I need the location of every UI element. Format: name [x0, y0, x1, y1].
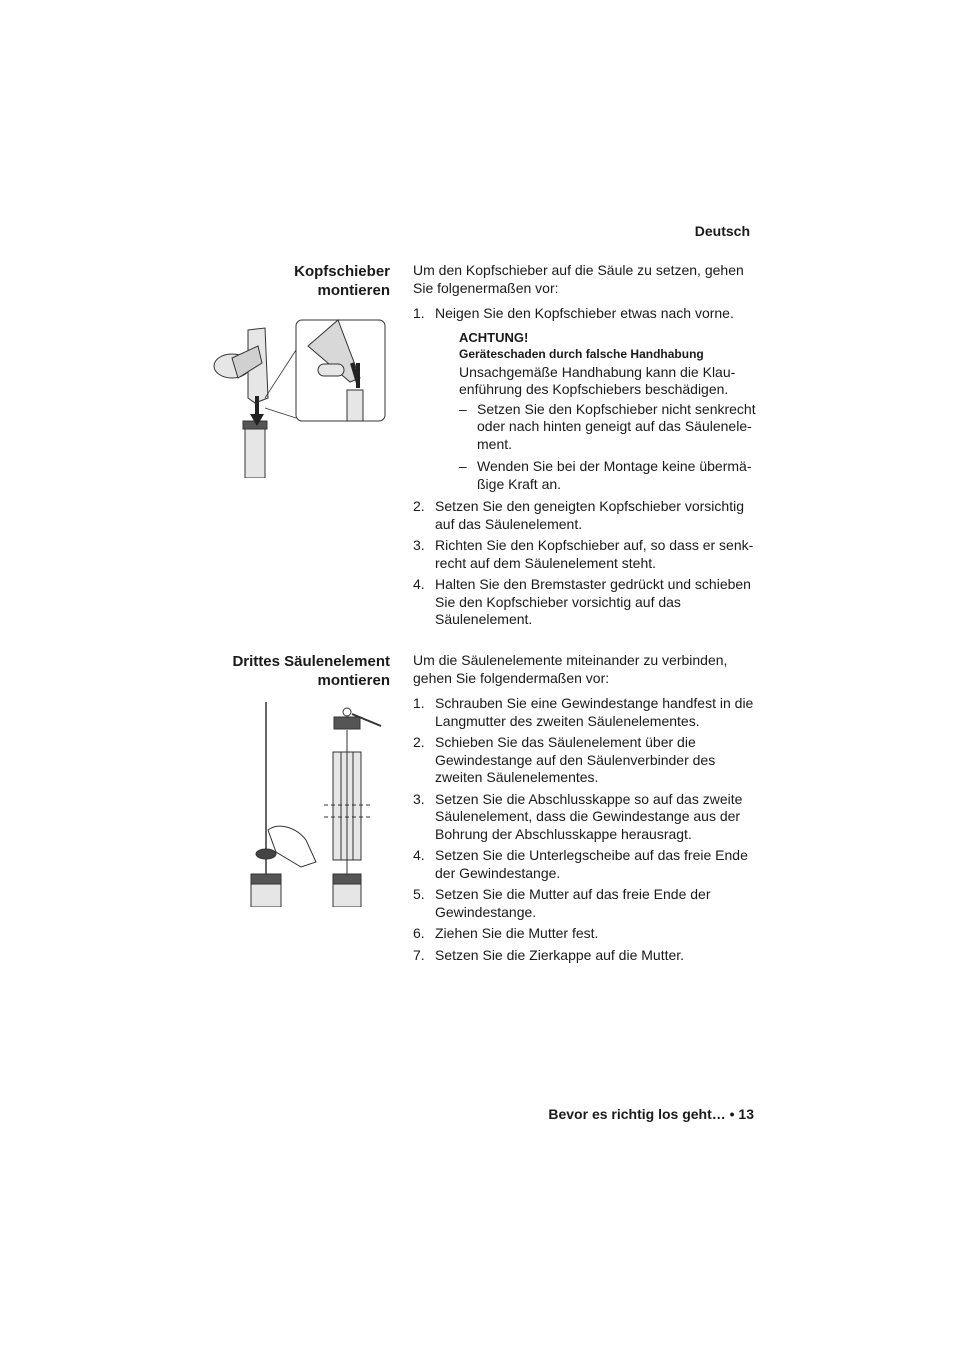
list-item	[413, 886, 758, 921]
step-number: 7.	[413, 946, 425, 963]
step-text: Setzen Sie die Abschlusskappe so auf das zweite Säulenelement, dass die Gewindestange aus der Bohrung der Abschlusskappe herausragt.	[435, 790, 743, 842]
list-item: – Wenden Sie bei der Montage keine übermäßige Kraft an.	[459, 458, 758, 493]
step-text: Setzen Sie die Unterlegscheibe auf das freie Ende der Gewindestange.	[435, 847, 748, 881]
step-text: Ziehen Sie die Mutter fest.	[435, 925, 599, 941]
warning-box	[459, 329, 758, 494]
heading-line: montieren	[317, 672, 390, 689]
list-item	[413, 847, 758, 882]
section-heading-kopfschieber	[294, 262, 390, 300]
step-number: 1.	[413, 695, 425, 711]
intro-text: Um den Kopfschieber auf die Säule zu setzen, gehen Sie folgenermaßen vor:	[413, 262, 744, 296]
list-item	[413, 925, 758, 943]
page-footer: Bevor es richtig los geht… • 13	[548, 1106, 754, 1122]
step-text: Schieben Sie das Säulenelement über die Gewindestange auf den Säulenverbinder des zweiten Säulenelementes.	[435, 734, 716, 785]
intro-text: Um die Säulenelemente miteinander zu verbinden, gehen Sie folgendermaßen vor:	[413, 652, 728, 686]
step-number: 5.	[413, 886, 425, 902]
step-number: 4.	[413, 847, 425, 863]
step-number: 4.	[413, 576, 425, 592]
step-text: Setzen Sie die Mutter auf das freie Ende der Gewindestange.	[435, 886, 711, 920]
steps-list	[413, 305, 758, 323]
list-item	[413, 791, 758, 844]
step-text: Schrauben Sie eine Gewindestange handfest in die Langmutter des zweiten Säulenelementes.	[435, 695, 754, 729]
warning-title: ACHTUNG!	[459, 329, 529, 345]
steps-list	[413, 695, 758, 964]
list-item	[413, 498, 758, 533]
section1-content	[413, 262, 758, 633]
warning-subtitle: Geräteschaden durch falsche Handhabung	[459, 347, 704, 361]
step-number: 3.	[413, 537, 425, 553]
step-number: 1.	[413, 305, 425, 321]
section2-content	[413, 652, 758, 968]
heading-line: Drittes Säulenelement	[232, 653, 390, 670]
step-text: Setzen Sie den geneigten Kopfschieber vorsichtig auf das Säulenelement.	[435, 498, 744, 532]
steps-list	[413, 498, 758, 629]
list-item	[413, 695, 758, 730]
warning-text: Unsachgemäße Handhabung kann die Klauenführung des Kopfschiebers beschädigen.	[459, 363, 736, 397]
heading-line: Kopfschieber	[294, 263, 390, 280]
step-text: Richten Sie den Kopfschieber auf, so dass er senkrecht auf dem Säulenelement steht.	[435, 537, 754, 571]
step-text: Setzen Sie die Zierkappe auf die Mutter.	[435, 946, 685, 963]
kopfschieber-illustration	[210, 318, 390, 478]
list-item	[413, 576, 758, 629]
language-label: Deutsch	[694, 223, 750, 239]
heading-line: montieren	[317, 282, 390, 299]
list-item: – Setzen Sie den Kopfschieber nicht senkrecht oder nach hinten geneigt auf das Säulenelement.	[459, 401, 758, 454]
step-number: 2.	[413, 498, 425, 514]
list-item	[413, 537, 758, 572]
list-item	[413, 305, 758, 323]
step-text: Halten Sie den Bremstaster gedrückt und schieben Sie den Kopfschieber vorsichtig auf das Säulenelement.	[435, 576, 751, 627]
section-heading-drittes-saeulenelement	[232, 652, 390, 690]
list-item	[413, 734, 758, 787]
step-text: Neigen Sie den Kopfschieber etwas nach vorne.	[435, 305, 734, 321]
step-number: 2.	[413, 734, 425, 750]
step-number: 3.	[413, 790, 425, 807]
saeulenelement-illustration	[246, 702, 386, 907]
warning-bullets	[459, 401, 758, 494]
step-number: 6.	[413, 925, 425, 941]
list-item	[413, 947, 758, 965]
